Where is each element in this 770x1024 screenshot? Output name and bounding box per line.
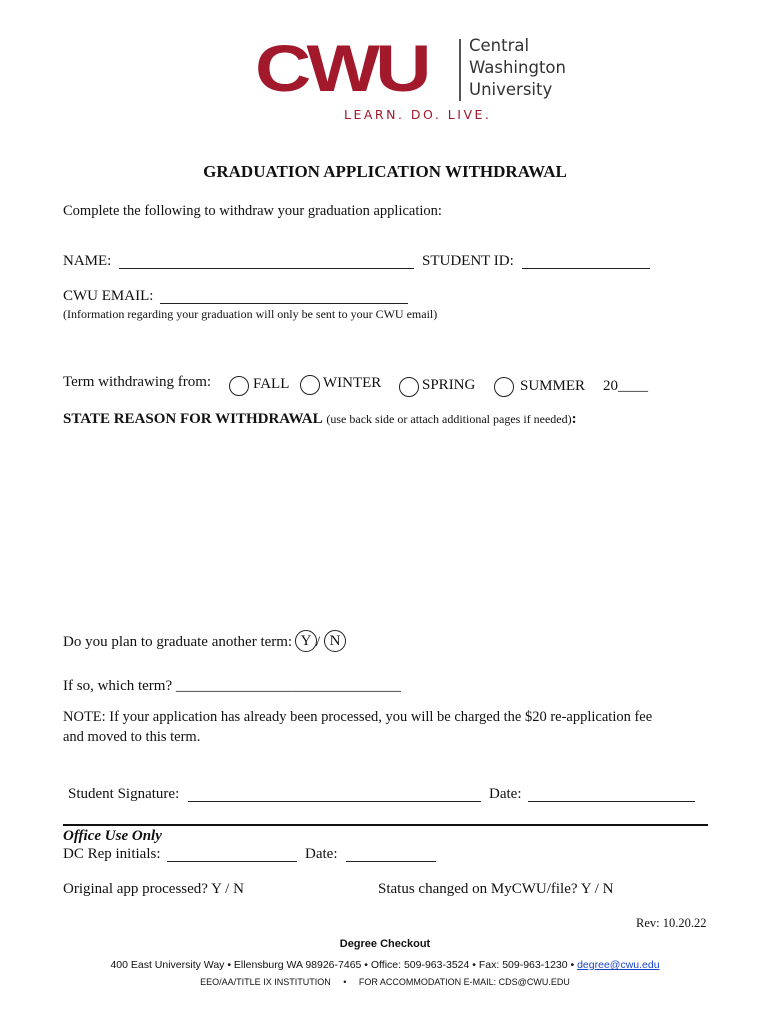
- year-field[interactable]: 20____: [603, 378, 648, 394]
- yes-label: Y: [300, 633, 312, 649]
- fall-option-label: FALL: [253, 376, 290, 392]
- revision-date: Rev: 10.20.22: [636, 916, 707, 930]
- logo-divider: [459, 39, 461, 101]
- dc-date-field[interactable]: [346, 848, 436, 862]
- divider: [63, 824, 708, 826]
- name-field[interactable]: [119, 255, 414, 269]
- note-text-line2: and moved to this term.: [63, 729, 201, 745]
- spring-option-label: SPRING: [422, 377, 476, 393]
- signature-label: Student Signature:: [68, 786, 180, 802]
- reason-area[interactable]: [63, 440, 708, 620]
- fall-radio[interactable]: [229, 376, 249, 396]
- no-option[interactable]: [324, 630, 346, 652]
- yn-separator: /: [316, 634, 321, 650]
- status-changed: Status changed on MyCWU/file? Y / N: [378, 881, 614, 897]
- reason-heading: STATE REASON FOR WITHDRAWAL: [63, 411, 323, 427]
- reason-colon: :: [571, 411, 577, 427]
- signature-field[interactable]: [188, 788, 481, 802]
- dc-rep-field[interactable]: [167, 848, 297, 862]
- signature-date-field[interactable]: [528, 788, 695, 802]
- dc-rep-label: DC Rep initials:: [63, 846, 161, 862]
- email-label: CWU EMAIL:: [63, 288, 154, 304]
- logo-wordmark: CWU: [255, 31, 427, 105]
- footer-email-link[interactable]: degree@cwu.edu: [577, 959, 660, 971]
- winter-radio[interactable]: [300, 375, 320, 395]
- reason-section: [63, 411, 577, 428]
- which-term-field[interactable]: If so, which term? ______________________________: [63, 678, 401, 694]
- graduate-question-label: Do you plan to graduate another term:: [63, 634, 293, 650]
- reason-note: (use back side or attach additional pages if needed): [326, 412, 572, 426]
- office-heading: Office Use Only: [63, 828, 162, 844]
- term-label: Term withdrawing from:: [63, 374, 212, 390]
- footer-address: [0, 959, 770, 971]
- logo-name-line: Washington: [469, 58, 566, 77]
- spring-radio[interactable]: [399, 377, 419, 397]
- summer-option-label: SUMMER: [520, 378, 586, 394]
- email-field[interactable]: [160, 290, 408, 304]
- dc-date-label: Date:: [305, 846, 338, 862]
- logo-name-line: University: [469, 80, 553, 99]
- logo-university-name: [469, 35, 566, 101]
- footer-address-text: 400 East University Way • Ellensburg WA 98926-7465 • Office: 509-963-3524 • Fax: 509-963-1230 •: [110, 959, 578, 971]
- footer-eeo: EEO/AA/TITLE IX INSTITUTION • FOR ACCOMMODATION E-MAIL: CDS@CWU.EDU: [200, 977, 570, 987]
- note-text-line1: NOTE: If your application has already been processed, you will be charged the $20 re-application fee: [63, 709, 653, 725]
- student-id-field[interactable]: [522, 255, 650, 269]
- name-label: NAME:: [63, 253, 112, 269]
- logo-tagline: LEARN. DO. LIVE.: [344, 107, 492, 122]
- footer-office-name: Degree Checkout: [339, 938, 431, 950]
- intro-text: Complete the following to withdraw your graduation application:: [63, 203, 442, 219]
- original-processed: Original app processed? Y / N: [63, 881, 244, 897]
- logo-name-line: Central: [469, 36, 530, 55]
- yes-option[interactable]: [295, 630, 317, 652]
- winter-option-label: WINTER: [323, 375, 382, 391]
- summer-radio[interactable]: [494, 377, 514, 397]
- signature-date-label: Date:: [489, 786, 522, 802]
- no-label: N: [329, 633, 341, 649]
- email-note: (Information regarding your graduation will only be sent to your CWU email): [63, 307, 438, 321]
- student-id-label: STUDENT ID:: [422, 253, 514, 269]
- page-title: GRADUATION APPLICATION WITHDRAWAL: [203, 162, 567, 181]
